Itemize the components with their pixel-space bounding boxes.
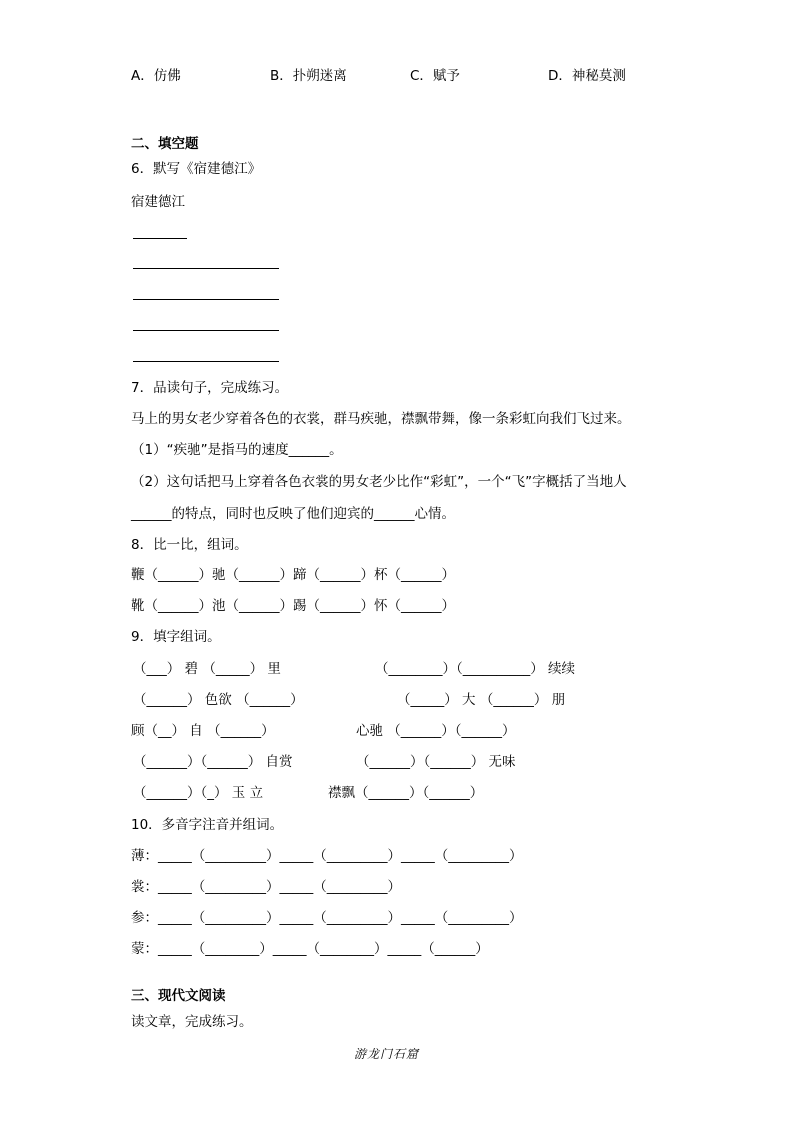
q9-row5-right: 襟飘（______）（______） bbox=[328, 785, 484, 801]
q7-prompt: 7．品读句子，完成练习。 bbox=[131, 380, 289, 396]
q7-part2-line1: （2）这句话把马上穿着各色衣裳的男女老少比作“彩虹”，一个“飞”字概括了当地人 bbox=[131, 474, 627, 490]
answer-line-3[interactable] bbox=[133, 330, 279, 331]
answer-line-2[interactable] bbox=[133, 299, 279, 300]
q8-row-2: 靴（______）池（______）踢（______）怀（______） bbox=[131, 598, 455, 614]
q6-prompt: 6．默写《宿建德江》 bbox=[131, 161, 262, 177]
q9-row2-right: （_____） 大 （______） 朋 bbox=[397, 692, 566, 708]
section-heading-reading: 三、现代文阅读 bbox=[131, 988, 226, 1004]
poem-title: 宿建德江 bbox=[131, 194, 185, 210]
q9-row3-left: 顾（__） 自 （______） bbox=[131, 723, 275, 739]
q9-prompt: 9．填字组词。 bbox=[131, 629, 221, 645]
q10-row-meng: 蒙：_____（________）_____（________）_____（______） bbox=[131, 941, 489, 957]
reading-instruction: 读文章，完成练习。 bbox=[131, 1014, 253, 1030]
q9-row1-right: （________）（__________） 续续 bbox=[375, 661, 576, 677]
q10-row-shang: 裳：_____（_________）_____（_________） bbox=[131, 879, 401, 895]
q8-prompt: 8．比一比，组词。 bbox=[131, 537, 248, 553]
q9-row2-left: （______） 色欲 （______） bbox=[133, 692, 304, 708]
q9-row1-left: （___） 碧 （_____） 里 bbox=[133, 661, 281, 677]
q8-row-1: 鞭（______）驰（______）蹄（______）杯（______） bbox=[131, 567, 455, 583]
q9-row5-left: （______）（_） 玉 立 bbox=[133, 785, 264, 801]
option-a: A．仿佛 bbox=[131, 68, 181, 84]
article-title: 游龙门石窟 bbox=[354, 1047, 420, 1061]
q7-sentence: 马上的男女老少穿着各色的衣裳，群马疾驰，襟飘带舞，像一条彩虹向我们飞过来。 bbox=[131, 411, 631, 427]
q7-part1: （1）“疾驰”是指马的速度______。 bbox=[131, 442, 343, 458]
option-b: B．扑朔迷离 bbox=[270, 68, 347, 84]
q10-prompt: 10．多音字注音并组词。 bbox=[131, 817, 284, 833]
answer-line-author[interactable] bbox=[133, 238, 187, 239]
q10-row-bao: 薄：_____（_________）_____（_________）_____（_________） bbox=[131, 848, 523, 864]
option-d: D．神秘莫测 bbox=[548, 68, 626, 84]
q9-row4-left: （______）（______） 自赏 bbox=[133, 754, 293, 770]
section-heading-fill-in: 二、填空题 bbox=[131, 136, 199, 152]
answer-line-4[interactable] bbox=[133, 361, 279, 362]
q7-part2-line2: ______的特点，同时也反映了他们迎宾的______心情。 bbox=[131, 506, 455, 522]
option-c: C．赋予 bbox=[410, 68, 460, 84]
answer-line-1[interactable] bbox=[133, 268, 279, 269]
q9-row3-right: 心驰 （______）（______） bbox=[356, 723, 516, 739]
q9-row4-right: （______）（______） 无味 bbox=[356, 754, 516, 770]
q10-row-can: 参：_____（_________）_____（_________）_____（_________） bbox=[131, 910, 523, 926]
